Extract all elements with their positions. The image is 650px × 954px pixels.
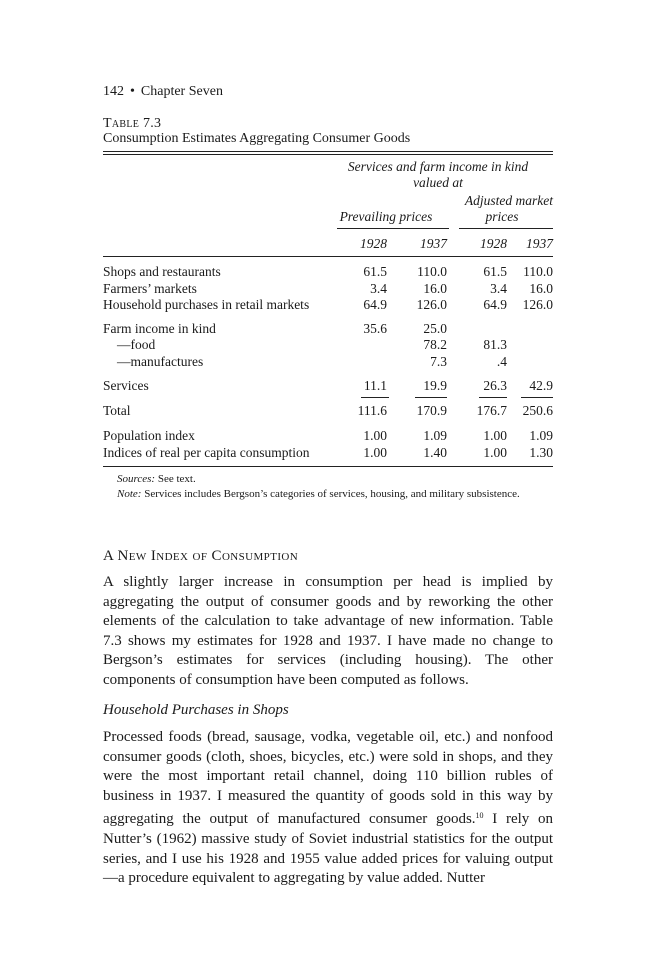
table-top-rule-2 [103,154,553,155]
table-sources: Sources: See text. [117,473,196,485]
section-paragraph: A slightly larger increase in consumption per head is implied by aggregating the output of consumer goods and by reworking the other elements of the calculation to take advantage of new information. Table 7.3 shows my estimates for 1928 and 1937. I have made no change to Bergson’s estimates for services (including housing). The other components of consumption have been computed as follows. [103,574,553,688]
table-bottom-rule [103,466,553,467]
section-heading: A New Index of Consumption [103,548,299,564]
header-group-line2: valued at [413,175,463,190]
sum-underline [521,397,553,398]
table-title: Consumption Estimates Aggregating Consumer Goods [103,131,411,146]
row-label: —food [117,337,156,352]
row-label: Total [103,403,131,418]
cell: 64.9 [363,297,387,312]
cell: 1.30 [529,445,553,460]
cell: 81.3 [483,337,507,352]
cell: 1.00 [483,445,507,460]
cell: .4 [496,354,507,369]
cell: 111.6 [357,403,387,418]
cell: 61.5 [363,264,387,279]
row-label: Population index [103,428,195,443]
sum-underline [479,397,507,398]
cell: 3.4 [490,281,507,296]
header-group-line1: Services and farm income in kind [347,159,529,174]
prevailing-rule [337,228,449,229]
cell: 1.40 [423,445,447,460]
adjusted-rule [459,228,553,229]
year-col-1: 1928 [360,236,387,251]
page-number: 142 [103,84,124,99]
running-head [103,84,223,100]
footnote-ref: 10 [475,811,484,821]
row-label: Services [103,378,149,393]
cell: 11.1 [363,378,387,393]
cell: 110.0 [523,264,553,279]
cell: 126.0 [416,297,447,312]
cell: 1.09 [529,428,553,443]
cell: 3.4 [370,281,387,296]
sum-underline [361,397,389,398]
row-label: Household purchases in retail markets [103,297,310,312]
cell: 1.00 [483,428,507,443]
row-label: Farm income in kind [103,321,216,336]
cell: 61.5 [483,264,507,279]
cell: 1.00 [363,428,387,443]
table-top-rule [103,151,553,152]
chapter-name: Chapter Seven [140,84,223,99]
row-label: —manufactures [117,354,204,369]
cell: 25.0 [423,321,447,336]
cell: 110.0 [417,264,447,279]
cell: 64.9 [483,297,507,312]
cell: 1.09 [423,428,447,443]
row-label: Shops and restaurants [103,264,221,279]
header-adjusted-line1: Adjusted market [464,193,553,208]
row-label: Indices of real per capita consumption [103,445,310,460]
subsection-heading: Household Purchases in Shops [103,702,289,718]
bullet-separator: • [130,84,135,99]
cell: 26.3 [483,378,507,393]
header-adjusted-line2: prices [485,209,519,224]
cell: 19.9 [423,378,447,393]
cell: 42.9 [529,378,553,393]
cell: 170.9 [416,403,447,418]
cell: 126.0 [522,297,553,312]
cell: 250.6 [522,403,553,418]
cell: 16.0 [529,281,553,296]
year-col-4: 1937 [526,236,553,251]
year-col-2: 1937 [420,236,447,251]
cell: 16.0 [423,281,447,296]
cell: 78.2 [423,337,447,352]
table-note: Note: Services includes Bergson’s categories of services, housing, and military subsistence. [117,488,520,500]
cell: 35.6 [363,321,387,336]
header-bottom-rule [103,256,553,257]
cell: 7.3 [430,354,447,369]
cell: 176.7 [476,403,507,418]
cell: 1.00 [363,445,387,460]
row-label: Farmers’ markets [103,281,197,296]
sum-underline [415,397,447,398]
table-label: Table 7.3 [103,116,162,131]
subsection-paragraph: Processed foods (bread, sausage, vodka, vegetable oil, etc.) and nonfood consumer goods (cloth, shoes, bicycles, etc.) were sold in shops, and they were the most important retail channel, doing 110 billion rubles of business in 1937. I measured the quantity of goods sold in this way by aggregating the output of manufactured consumer goods.$^{10}$ I rely on Nutter’s (1962) massive study of Soviet industrial statistics for the output series, and I use his 1928 and 1955 value added prices for valuing output—a procedure equivalent to aggregating by value added. Nutter [103,729,553,887]
year-col-3: 1928 [480,236,507,251]
header-prevailing: Prevailing prices [339,209,433,224]
